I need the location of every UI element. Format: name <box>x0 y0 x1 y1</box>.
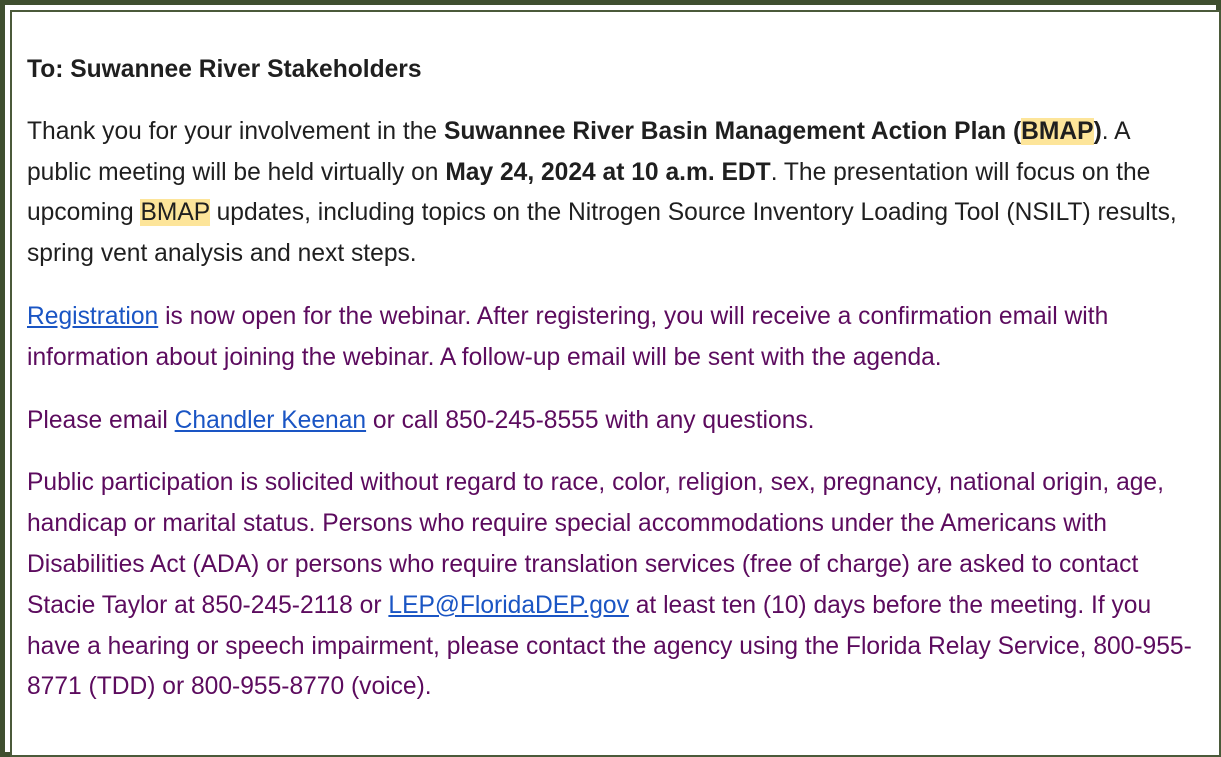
text: Thank you for your involvement in the <box>27 117 444 145</box>
open-paren: ( <box>1012 117 1022 145</box>
text: is now open for the webinar. After registering, you will receive a confirmation email with information about joining the webinar. A follow-up email will be sent with the agenda. <box>27 302 1109 371</box>
greeting: To: Suwannee River Stakeholders <box>27 56 422 83</box>
lep-email-link[interactable]: LEP@FloridaDEP.gov <box>388 591 629 619</box>
contact-email-link[interactable]: Chandler Keenan <box>174 406 367 434</box>
acronym-highlight: BMAP <box>140 199 210 227</box>
text: Public participation is solicited without regard to race, color, religion, sex, pregnancy, national origin, age, handicap or marital status. Persons who require special accommodations under the Americans with Disabilities Act (ADA) or persons who require translation services (free of charge) are asked to contact Stacie Taylor at 850-245-2118 or <box>27 469 1164 619</box>
paragraph-registration <box>27 297 1197 379</box>
meeting-datetime: May 24, 2024 at 10 a.m. EDT <box>445 158 771 186</box>
text: . A public meeting will be held virtually on <box>27 117 1130 186</box>
acronym-highlight: BMAP <box>1021 117 1094 145</box>
plan-name: Suwannee River Basin Management Action Plan <box>443 117 1007 145</box>
registration-link[interactable]: Registration <box>27 302 159 330</box>
text: . The presentation will focus on the upcoming <box>27 158 1151 227</box>
email-body <box>27 50 1197 730</box>
paragraph-accessibility <box>27 463 1197 708</box>
paragraph-meeting-announcement <box>27 112 1197 275</box>
text: at least ten (10) days before the meeting. If you have a hearing or speech impairment, please contact the agency using the Florida Relay Service, 800-955-8771 (TDD) or 800-955-8770 (voice). <box>27 591 1192 701</box>
text: or call 850-245-8555 with any questions. <box>366 406 815 434</box>
text: updates, including topics on the Nitrogen Source Inventory Loading Tool (NSILT) results, spring vent analysis and next steps. <box>27 199 1177 268</box>
text: Please email <box>27 406 175 434</box>
close-paren: ) <box>1093 117 1102 145</box>
paragraph-contact <box>27 401 1197 442</box>
